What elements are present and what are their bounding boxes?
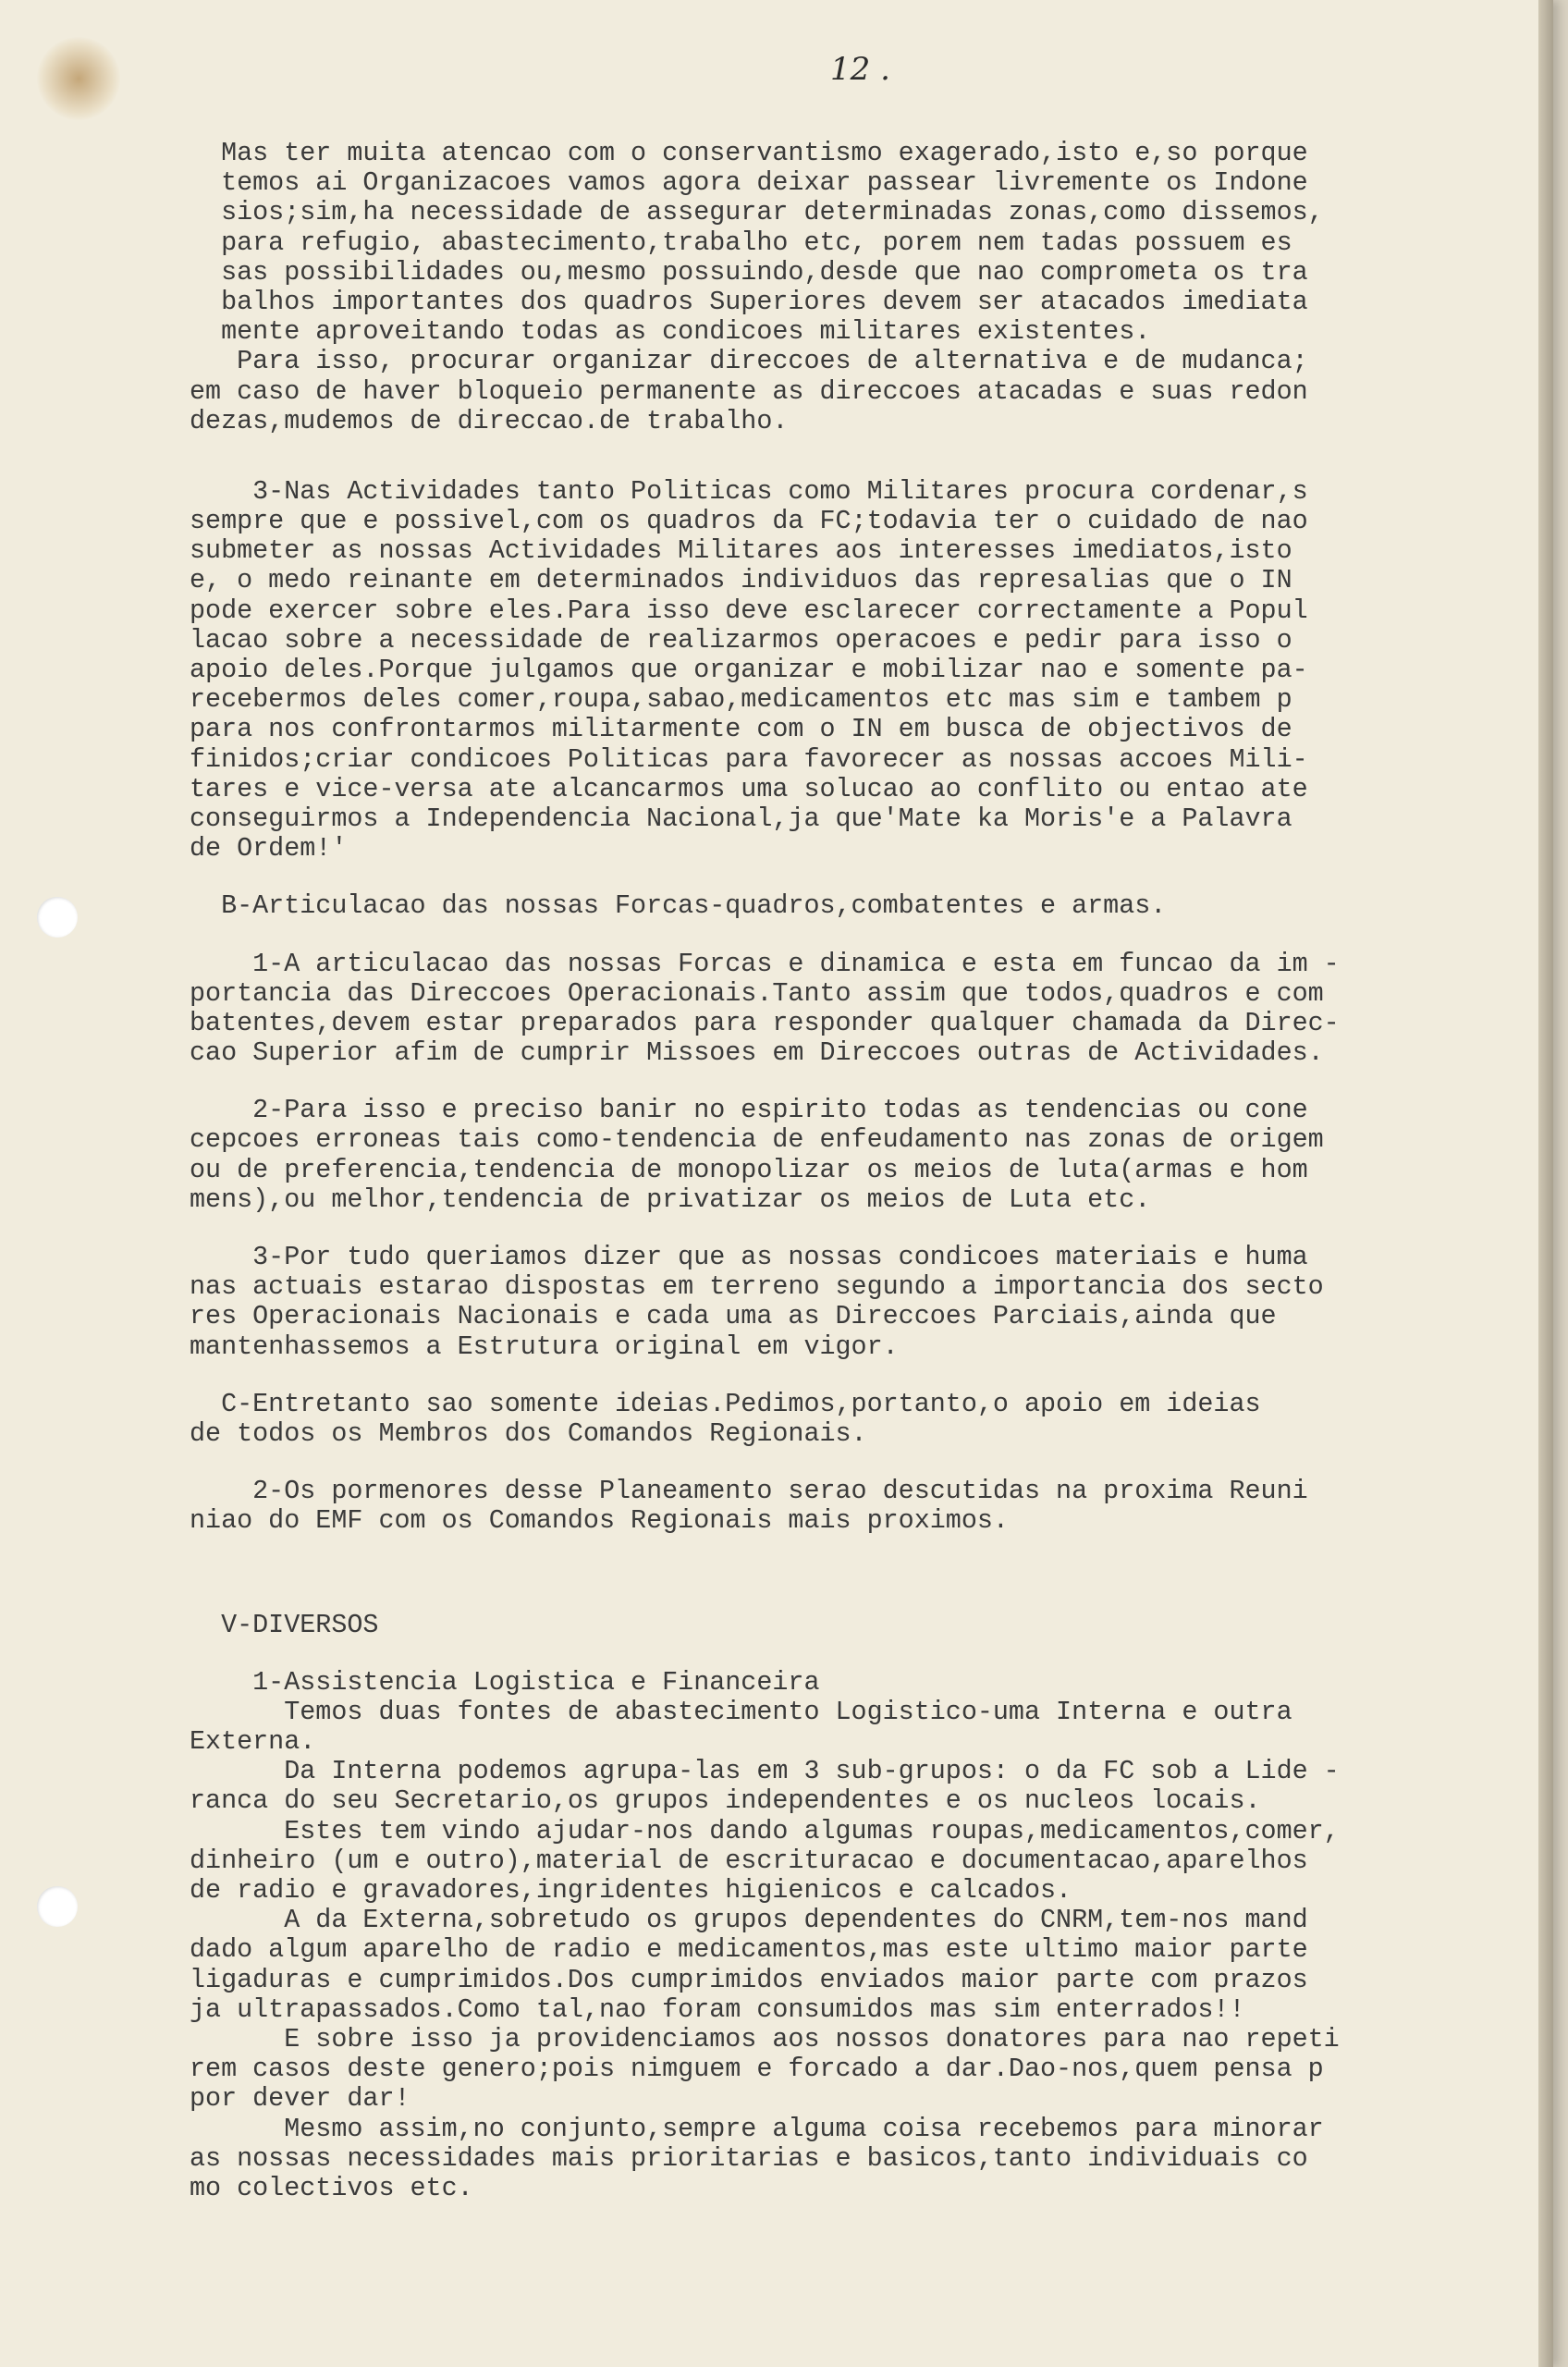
text-line: batentes,devem estar preparados para responder qualquer chamada da Direc- <box>190 1007 1340 1038</box>
text-line: A da Externa,sobretudo os grupos dependentes do CNRM,tem-nos mand <box>190 1905 1308 1936</box>
text-line: de radio e gravadores,ingridentes higienicos e calcados. <box>190 1875 1072 1906</box>
text-line: as nossas necessidades mais prioritarias e basicos,tanto individuais co <box>190 2142 1308 2174</box>
text-line: Mesmo assim,no conjunto,sempre alguma coisa recebemos para minorar <box>190 2113 1324 2144</box>
text-line: de todos os Membros dos Comandos Regionais. <box>190 1417 867 1449</box>
paragraph-b2 <box>190 1096 1521 1215</box>
text-line: para nos confrontarmos militarmente com o IN em busca de objectivos de <box>190 714 1292 745</box>
text-line: dinheiro (um e outro),material de escrituracao e documentacao,aparelhos <box>190 1845 1308 1876</box>
paragraph-b1 <box>190 950 1521 1069</box>
text-line: mente aproveitando todas as condicoes militares existentes. <box>190 316 1151 348</box>
text-line: finidos;criar condicoes Politicas para favorecer as nossas accoes Mili- <box>190 743 1308 775</box>
text-line: sios;sim,ha necessidade de assegurar determinadas zonas,como dissemos, <box>190 197 1324 228</box>
text-line: dado algum aparelho de radio e medicamentos,mas este ultimo maior parte <box>190 1934 1308 1966</box>
text-line: mo colectivos etc. <box>190 2172 473 2203</box>
text-line: de Ordem!' <box>190 833 348 865</box>
typed-text <box>190 139 1521 2203</box>
paragraph-v <box>190 1668 1521 2203</box>
text-line: cao Superior afim de cumprir Missoes em Direccoes outras de Actividades. <box>190 1037 1324 1069</box>
text-line: sempre que e possivel,com os quadros da FC;todavia ter o cuidado de nao <box>190 506 1308 537</box>
text-line: ja ultrapassados.Como tal,nao foram consumidos mas sim enterrados!! <box>190 1993 1245 2025</box>
text-line: temos ai Organizacoes vamos agora deixar passear livremente os Indone <box>190 167 1308 199</box>
text-line: Temos duas fontes de abastecimento Logistico-uma Interna e outra <box>190 1696 1292 1727</box>
text-line: sas possibilidades ou,mesmo possuindo,desde que nao comprometa os tra <box>190 256 1308 288</box>
text-line: 2-Para isso e preciso banir no espirito todas as tendencias ou cone <box>190 1095 1308 1126</box>
text-line: para refugio, abastecimento,trabalho etc, porem nem tadas possuem es <box>190 227 1292 258</box>
text-line: nas actuais estarao dispostas em terreno segundo a importancia dos secto <box>190 1271 1324 1303</box>
text-line: recebermos deles comer,roupa,sabao,medicamentos etc mas sim e tambem p <box>190 684 1292 716</box>
text-line: E sobre isso ja providenciamos aos nossos donatores para nao repeti <box>190 2023 1340 2054</box>
section-b-heading: B-Articulacao das nossas Forcas-quadros,combatentes e armas. <box>190 890 1167 922</box>
text-line: 3-Por tudo queriamos dizer que as nossas condicoes materiais e huma <box>190 1242 1308 1272</box>
text-line: Externa. <box>190 1726 316 1758</box>
text-line: conseguirmos a Independencia Nacional,ja que'Mate ka Moris'e a Palavra <box>190 803 1292 834</box>
text-line: mens),ou melhor,tendencia de privatizar os meios de Luta etc. <box>190 1184 1151 1215</box>
text-line: pode exercer sobre eles.Para isso deve esclarecer correctamente a Popul <box>190 595 1308 626</box>
text-line: dezas,mudemos de direccao.de trabalho. <box>190 405 789 436</box>
text-line: niao do EMF com os Comandos Regionais mais proximos. <box>190 1505 1009 1537</box>
text-line: ranca do seu Secretario,os grupos independentes e os nucleos locais. <box>190 1785 1261 1817</box>
text-line: balhos importantes dos quadros Superiores devem ser atacados imediata <box>190 286 1308 317</box>
text-line: 3-Nas Actividades tanto Politicas como Militares procura cordenar,s <box>190 475 1308 507</box>
paragraph-c <box>190 1390 1521 1449</box>
text-line: C-Entretanto sao somente ideias.Pedimos,portanto,o apoio em ideias <box>190 1388 1261 1419</box>
punch-hole-bottom <box>37 1886 78 1927</box>
text-line: mantenhassemos a Estrutura original em vigor. <box>190 1331 899 1362</box>
text-line: em caso de haver bloqueio permanente as direccoes atacadas e suas redon <box>190 375 1308 407</box>
text-line: res Operacionais Nacionais e cada uma as Direccoes Parciais,ainda que <box>190 1301 1277 1332</box>
paragraph-2 <box>190 477 1521 864</box>
rust-stain <box>37 37 120 120</box>
paragraph-c2 <box>190 1477 1521 1536</box>
page-edge <box>1538 0 1553 2367</box>
text-line: 1-A articulacao das nossas Forcas e dinamica e esta em funcao da im - <box>190 948 1340 979</box>
text-line: lacao sobre a necessidade de realizarmos operacoes e pedir para isso o <box>190 624 1292 656</box>
text-line: e, o medo reinante em determinados individuos das represalias que o IN <box>190 565 1292 596</box>
punch-hole-top <box>37 897 78 938</box>
text-line: ligaduras e cumprimidos.Dos cumprimidos enviados maior parte com prazos <box>190 1964 1308 1995</box>
text-line: apoio deles.Porque julgamos que organizar e mobilizar nao e somente pa- <box>190 655 1308 685</box>
text-line: tares e vice-versa ate alcancarmos uma solucao ao conflito ou entao ate <box>190 773 1308 804</box>
text-line: cepcoes erroneas tais como-tendencia de enfeudamento nas zonas de origem <box>190 1124 1324 1156</box>
section-v-heading: V-DIVERSOS <box>190 1609 379 1640</box>
text-line: 1-Assistencia Logistica e Financeira <box>190 1666 820 1698</box>
text-line: Para isso, procurar organizar direccoes de alternativa e de mudanca; <box>190 346 1308 377</box>
text-line: Da Interna podemos agrupa-las em 3 sub-grupos: o da FC sob a Lide - <box>190 1756 1340 1787</box>
text-line: por dever dar! <box>190 2083 410 2115</box>
text-line: Mas ter muita atencao com o conservantismo exagerado,isto e,so porque <box>190 138 1308 168</box>
text-line: submeter as nossas Actividades Militares aos interesses imediatos,isto <box>190 535 1292 567</box>
text-line: Estes tem vindo ajudar-nos dando algumas roupas,medicamentos,comer, <box>190 1815 1340 1846</box>
paragraph-1 <box>190 139 1521 436</box>
paragraph-b3 <box>190 1243 1521 1362</box>
text-line: ou de preferencia,tendencia de monopolizar os meios de luta(armas e hom <box>190 1154 1308 1185</box>
text-line: portancia das Direccoes Operacionais.Tanto assim que todos,quadros e com <box>190 977 1324 1009</box>
text-line: rem casos deste genero;pois nimguem e forcado a dar.Dao-nos,quem pensa p <box>190 2054 1324 2085</box>
page-number: 12 . <box>830 51 890 88</box>
text-line: 2-Os pormenores desse Planeamento serao descutidas na proxima Reuni <box>190 1476 1308 1507</box>
